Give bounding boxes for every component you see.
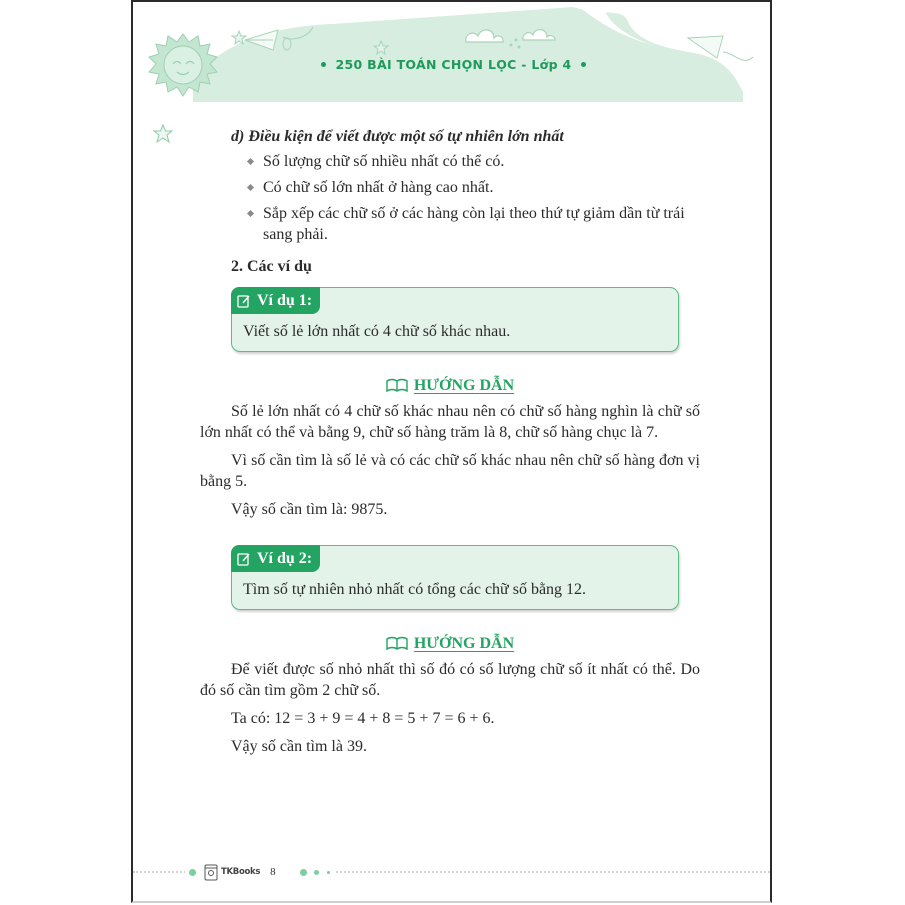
footer-dot-icon <box>314 870 319 875</box>
solution-1-para-1: Số lẻ lớn nhất có 4 chữ số khác nhau nên có chữ số hàng nghìn là chữ số lớn nhất có thể và bằng 9, chữ số hàng trăm là 8, chữ số hàng chục là 7. <box>200 403 700 441</box>
example-2-box <box>231 545 679 610</box>
example-1-label: Ví dụ 1: <box>257 292 313 309</box>
book-page <box>131 0 772 903</box>
solution-1-para-2: Vì số cần tìm là số lẻ và có các chữ số khác nhau nên chữ số hàng đơn vị bằng 5. <box>200 452 700 490</box>
section-d-heading: d) Điều kiện để viết được một số tự nhiên lớn nhất <box>231 128 564 145</box>
list-item: Sắp xếp các chữ số ở các hàng còn lại theo thứ tự giảm dần từ trái sang phải. <box>247 203 700 245</box>
guide-label: HƯỚNG DẪN <box>413 635 515 652</box>
condition-list <box>247 151 700 245</box>
section-2-heading: 2. Các ví dụ <box>231 258 312 275</box>
guide-heading-2 <box>200 633 700 654</box>
edit-note-icon <box>237 552 251 566</box>
bullet-dot-icon <box>321 62 326 67</box>
open-book-icon <box>386 636 408 651</box>
tkbooks-logo-icon <box>204 863 218 881</box>
book-title: 250 BÀI TOÁN CHỌN LỌC - Lớp 4 <box>335 57 572 72</box>
example-2-label: Ví dụ 2: <box>257 550 313 567</box>
book-title-banner <box>133 57 772 72</box>
footer-dot-icon <box>189 869 196 876</box>
edit-note-icon <box>237 294 251 308</box>
example-2-problem: Tìm số tự nhiên nhỏ nhất có tổng các chữ số bằng 12. <box>243 581 587 598</box>
example-1-problem: Viết số lẻ lớn nhất có 4 chữ số khác nhau. <box>243 323 511 340</box>
guide-heading-1 <box>200 375 700 396</box>
page-number: 8 <box>270 866 276 878</box>
guide-label: HƯỚNG DẪN <box>413 377 515 394</box>
example-2-tag <box>231 545 320 572</box>
solution-2-equation: Ta có: 12 = 3 + 9 = 4 + 8 = 5 + 7 = 6 + 6. <box>231 710 495 727</box>
solution-2-para-1: Để viết được số nhỏ nhất thì số đó có số lượng chữ số ít nhất có thể. Do đó số cần tìm gồm 2 chữ số. <box>200 661 700 699</box>
example-1-box <box>231 287 679 352</box>
bullet-dot-icon <box>581 62 586 67</box>
footer-dot-icon <box>300 869 307 876</box>
star-icon <box>153 124 173 144</box>
list-item: Có chữ số lớn nhất ở hàng cao nhất. <box>247 177 700 198</box>
page-content <box>200 126 700 764</box>
footer-dot-icon <box>327 871 330 874</box>
open-book-icon <box>386 378 408 393</box>
page-footer <box>185 859 334 885</box>
solution-2-answer: Vậy số cần tìm là 39. <box>231 738 367 755</box>
example-1-tag <box>231 287 320 314</box>
list-item: Số lượng chữ số nhiều nhất có thể có. <box>247 151 700 172</box>
solution-1-answer: Vậy số cần tìm là: 9875. <box>231 501 388 518</box>
brand-name: TKBooks <box>221 867 261 877</box>
